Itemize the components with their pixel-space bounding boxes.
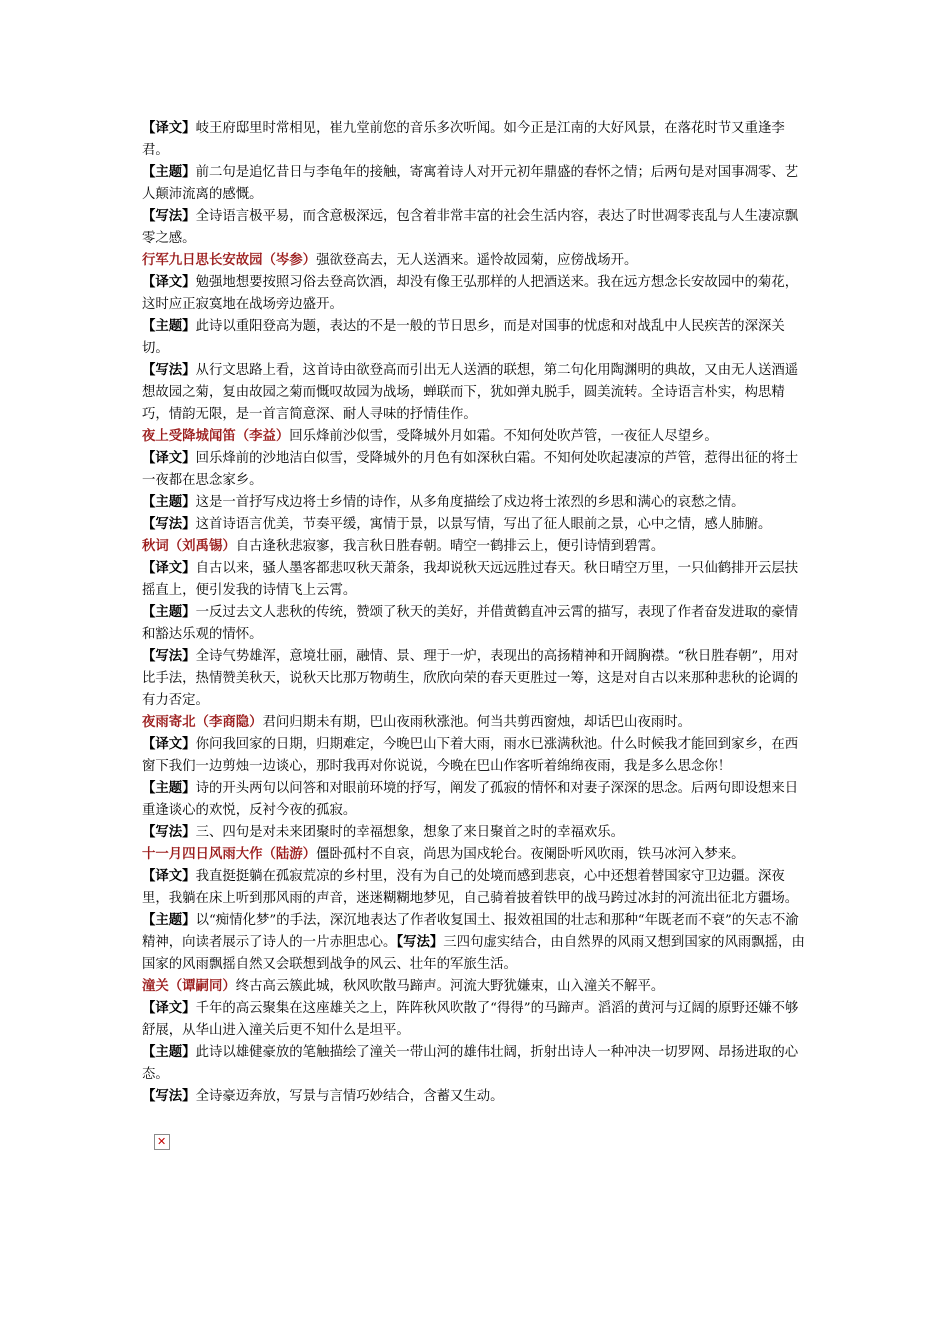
poem-text: 自古逢秋悲寂寥，我言秋日胜春朝。晴空一鹤排云上，便引诗情到碧霄。 — [235, 539, 665, 554]
paragraph-translation: 【译文】你问我回家的日期，归期难定，今晚巴山下着大雨，雨水已涨满秋池。什么时候我才能回到家乡，在西窗下我们一边剪烛一边谈心，那时我再对你说说，今晚在巴山作客听着绵绵夜雨，我是多么思念你！ — [142, 737, 799, 774]
paragraph-theme: 【主题】这是一首抒写戍边将士乡情的诗作，从多角度描绘了戍边将士浓烈的乡思和满心的哀愁之情。 — [142, 495, 745, 510]
paragraph-translation: 【译文】回乐烽前的沙地洁白似雪，受降城外的月色有如深秋白霜。不知何处吹起凄凉的芦管，惹得出征的将士一夜都在思念家乡。 — [142, 451, 799, 488]
paragraph-theme: 【主题】此诗以重阳登高为题，表达的不是一般的节日思乡，而是对国事的忧虑和对战乱中人民疾苦的深深关切。 — [142, 319, 785, 356]
paragraph-theme: 【主题】此诗以雄健豪放的笔触描绘了潼关一带山河的雄伟壮阔，折射出诗人一种冲决一切罗网、昂扬进取的心态。 — [142, 1045, 799, 1082]
poem-title: 秋词（刘禹锡） — [142, 539, 236, 554]
poem-heading — [142, 712, 810, 734]
paragraph-theme: 【主题】一反过去文人悲秋的传统，赞颂了秋天的美好，并借黄鹤直冲云霄的描写，表现了作者奋发进取的豪情和豁达乐观的情怀。 — [142, 605, 799, 642]
poem-title: 夜上受降城闻笛（李益） — [142, 429, 290, 444]
paragraph-technique: 【写法】三、四句是对未来团聚时的幸福想象，想象了来日聚首之时的幸福欢乐。 — [142, 825, 625, 840]
paragraph-theme: 【主题】前二句是追忆昔日与李龟年的接触，寄寓着诗人对开元初年鼎盛的春怀之情；后两句是对国事凋零、艺人颠沛流离的感慨。 — [142, 165, 799, 202]
document-body — [142, 118, 810, 1108]
poem-heading — [142, 536, 810, 558]
poem-heading — [142, 250, 810, 272]
paragraph-technique: 【写法】全诗豪迈奔放，写景与言情巧妙结合，含蓄又生动。 — [142, 1089, 504, 1104]
poem-title: 十一月四日风雨大作（陆游） — [142, 847, 317, 862]
poem-title: 行军九日思长安故园（岑参） — [142, 253, 317, 268]
poem-text: 终古高云簇此城，秋风吹散马蹄声。河流大野犹嫌束，山入潼关不解平。 — [235, 979, 665, 994]
poem-heading — [142, 844, 810, 866]
poem-text: 僵卧孤村不自哀，尚思为国戍轮台。夜阑卧听风吹雨，铁马冰河入梦来。 — [316, 847, 745, 862]
poem-text: 回乐烽前沙似雪，受降城外月如霜。不知何处吹芦管，一夜征人尽望乡。 — [289, 429, 718, 444]
paragraph-technique: 【写法】全诗语言极平易，而含意极深远，包含着非常丰富的社会生活内容，表达了时世凋零丧乱与人生凄凉飘零之感。 — [142, 209, 799, 246]
paragraph-translation: 【译文】我直挺挺躺在孤寂荒凉的乡村里，没有为自己的处境而感到悲哀，心中还想着替国家守卫边疆。深夜里，我躺在床上听到那风雨的声音，迷迷糊糊地梦见，自己骑着披着铁甲的战马跨过冰封的河流出征北方疆场。 — [142, 869, 799, 906]
paragraph-translation: 【译文】千年的高云聚集在这座雄关之上，阵阵秋风吹散了“得得”的马蹄声。滔滔的黄河与辽阔的原野还嫌不够舒展，从华山进入潼关后更不知什么是坦平。 — [142, 1001, 799, 1038]
paragraph-translation: 【译文】自古以来，骚人墨客都悲叹秋天萧条，我却说秋天远远胜过春天。秋日晴空万里，一只仙鹤排开云层扶摇直上，便引发我的诗情飞上云霄。 — [142, 561, 799, 598]
paragraph-technique: 【写法】全诗气势雄浑，意境壮丽，融情、景、理于一炉，表现出的高扬精神和开阔胸襟。“秋日胜春朝”，用对比手法，热情赞美秋天，说秋天比那万物萌生，欣欣向荣的春天更胜过一筹，这是对自古以来那种悲秋的论调的有力否定。 — [142, 649, 799, 708]
paragraph-technique: 【写法】这首诗语言优美，节奏平缓，寓情于景，以景写情，写出了征人眼前之景，心中之情，感人肺腑。 — [142, 517, 772, 532]
paragraph-translation: 【译文】岐王府邸里时常相见，崔九堂前您的音乐多次听闻。如今正是江南的大好风景，在落花时节又重逢李君。 — [142, 121, 785, 158]
paragraph-translation: 【译文】勉强地想要按照习俗去登高饮酒，却没有像王弘那样的人把酒送来。我在远方想念长安故园中的菊花，这时应正寂寞地在战场旁边盛开。 — [142, 275, 799, 312]
paragraph-theme: 【主题】诗的开头两句以问答和对眼前环境的抒写，阐发了孤寂的情怀和对妻子深深的思念。后两句即设想来日重逢谈心的欢悦，反衬今夜的孤寂。 — [142, 781, 799, 818]
paragraph-theme-technique: 【主题】以“痴情化梦”的手法，深沉地表达了作者收复国土、报效祖国的壮志和那种“年既老而不衰”的矢志不渝精神，向读者展示了诗人的一片赤胆忠心。【写法】三四句虚实结合，由自然界的风雨又想到国家的风雨飘摇，由国家的风雨飘摇自然又会联想到战争的风云、壮年的军旅生活。 — [142, 913, 805, 972]
broken-image-icon: ✕ — [154, 1134, 170, 1150]
poem-heading — [142, 976, 810, 998]
poem-text: 君问归期未有期，巴山夜雨秋涨池。何当共剪西窗烛，却话巴山夜雨时。 — [262, 715, 692, 730]
poem-heading — [142, 426, 810, 448]
poem-title: 夜雨寄北（李商隐） — [142, 715, 263, 730]
paragraph-technique: 【写法】从行文思路上看，这首诗由欲登高而引出无人送酒的联想，第二句化用陶渊明的典故，又由无人送酒遥想故园之菊，复由故园之菊而慨叹故园为战场，蝉联而下，犹如弹丸脱手，圆美流转。全诗语言朴实，构思精巧，情韵无限，是一首言简意深、耐人寻味的抒情佳作。 — [142, 363, 799, 422]
poem-text: 强欲登高去，无人送酒来。遥怜故园菊，应傍战场开。 — [316, 253, 638, 268]
poem-title: 潼关（谭嗣同） — [142, 979, 236, 994]
